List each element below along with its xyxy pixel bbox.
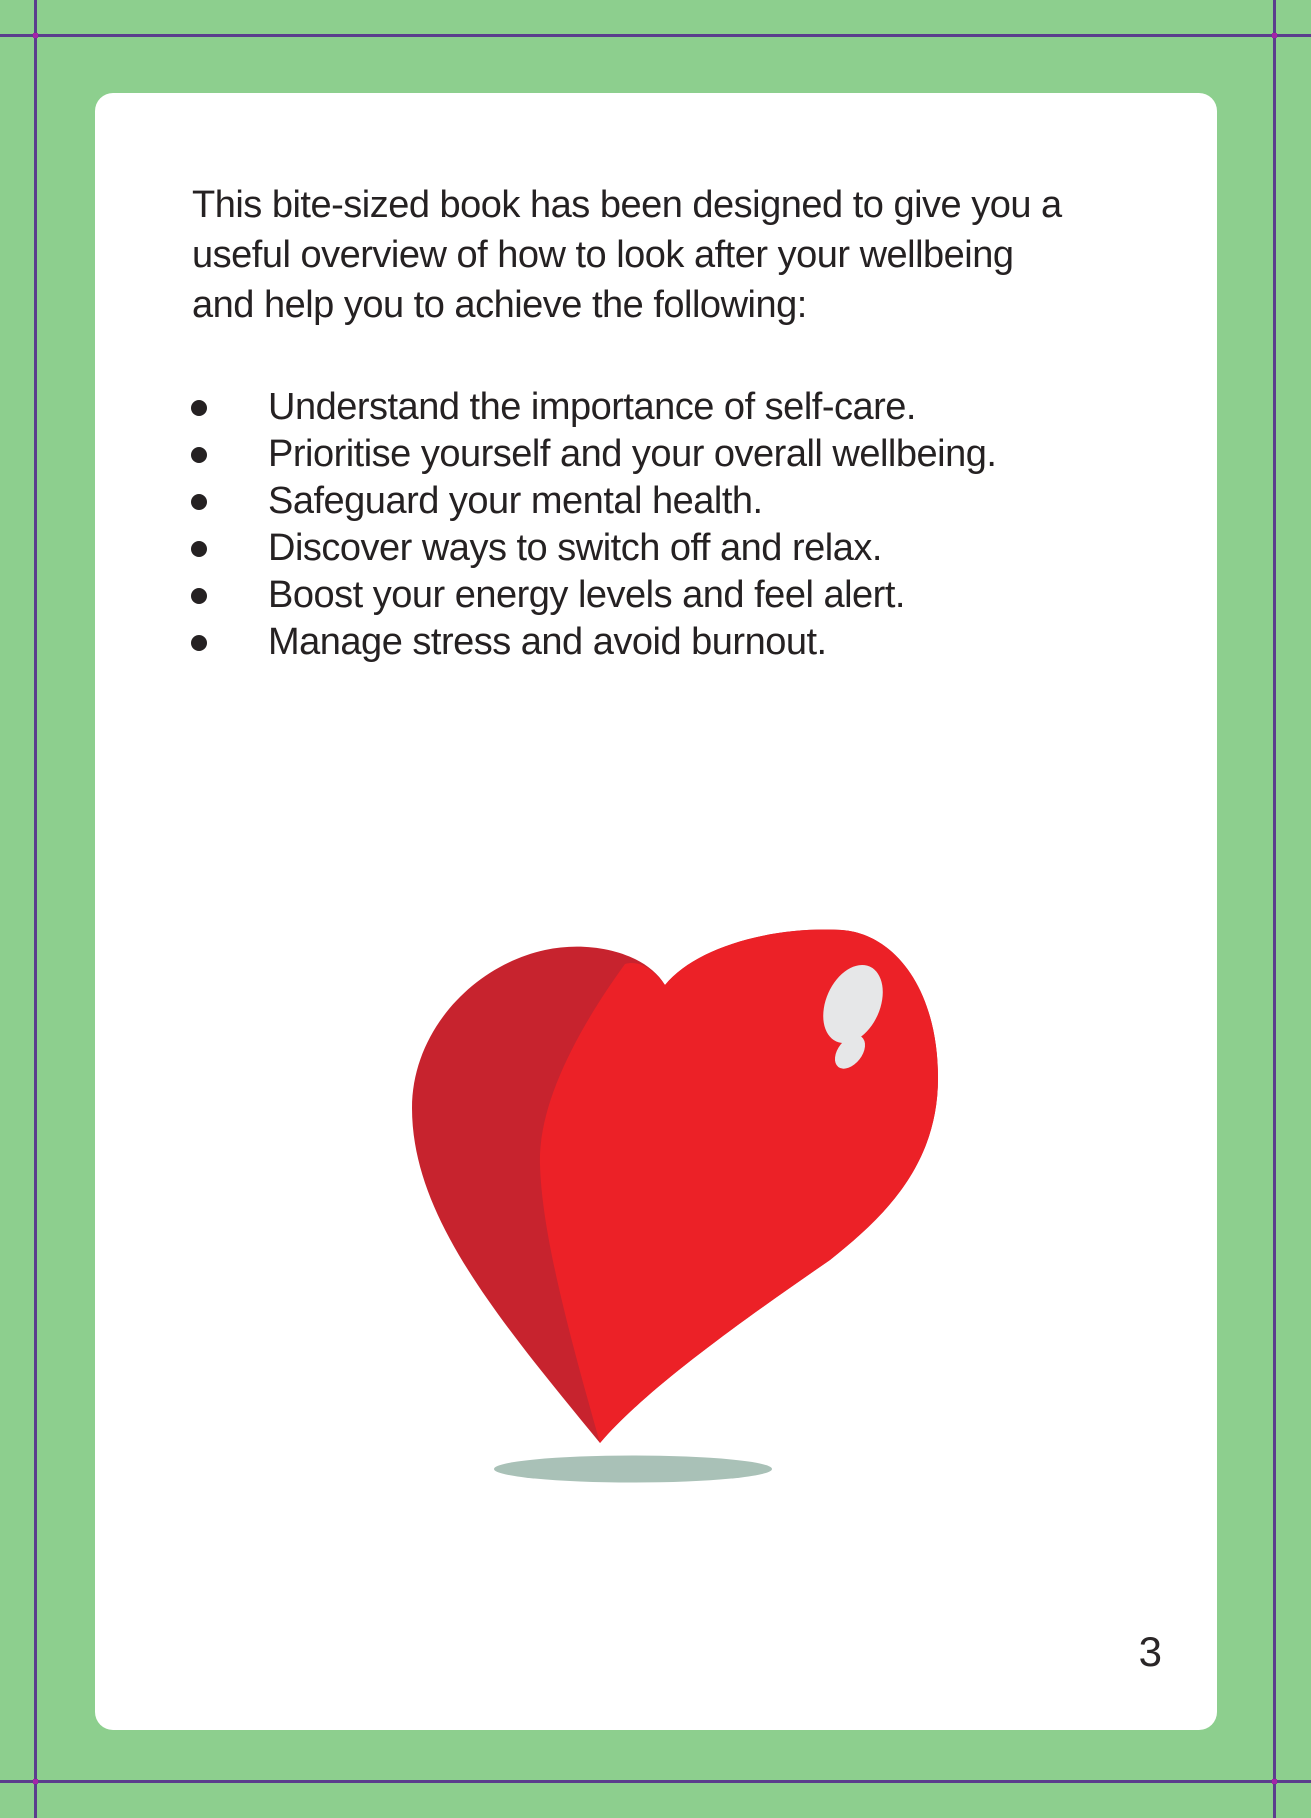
guide-intersection-dot — [33, 33, 38, 38]
guide-intersection-dot — [33, 1779, 38, 1784]
guide-intersection-dot — [1272, 33, 1277, 38]
bullet-text: Manage stress and avoid burnout. — [268, 621, 827, 663]
bullet-list — [191, 384, 996, 666]
bullet-text: Safeguard your mental health. — [268, 480, 763, 522]
list-item — [191, 431, 996, 478]
page-number: 3 — [1138, 1628, 1162, 1675]
list-item — [191, 525, 996, 572]
bottom-margin-guide-line — [0, 1780, 1311, 1783]
bullet-icon — [191, 400, 207, 416]
heart-illustration — [410, 920, 940, 1492]
bullet-text: Boost your energy levels and feel alert. — [268, 574, 905, 616]
bullet-text: Understand the importance of self-care. — [268, 386, 916, 428]
bullet-icon — [191, 635, 207, 651]
list-item — [191, 384, 996, 431]
list-item — [191, 478, 996, 525]
guide-intersection-dot — [1272, 1779, 1277, 1784]
list-item — [191, 619, 996, 666]
bullet-text: Prioritise yourself and your overall wellbeing. — [268, 433, 997, 475]
left-margin-guide-line — [34, 0, 37, 1818]
list-item — [191, 572, 996, 619]
bullet-icon — [191, 447, 207, 463]
intro-line: This bite-sized book has been designed to give you a — [192, 184, 1062, 226]
bullet-text: Discover ways to switch off and relax. — [268, 527, 882, 569]
intro-line: and help you to achieve the following: — [192, 284, 807, 326]
intro-line: useful overview of how to look after your wellbeing — [192, 234, 1014, 276]
heart-shadow — [494, 1456, 772, 1483]
top-margin-guide-line — [0, 34, 1311, 37]
bullet-icon — [191, 541, 207, 557]
bullet-icon — [191, 494, 207, 510]
right-margin-guide-line — [1273, 0, 1276, 1818]
intro-paragraph — [192, 180, 1062, 330]
bullet-icon — [191, 588, 207, 604]
